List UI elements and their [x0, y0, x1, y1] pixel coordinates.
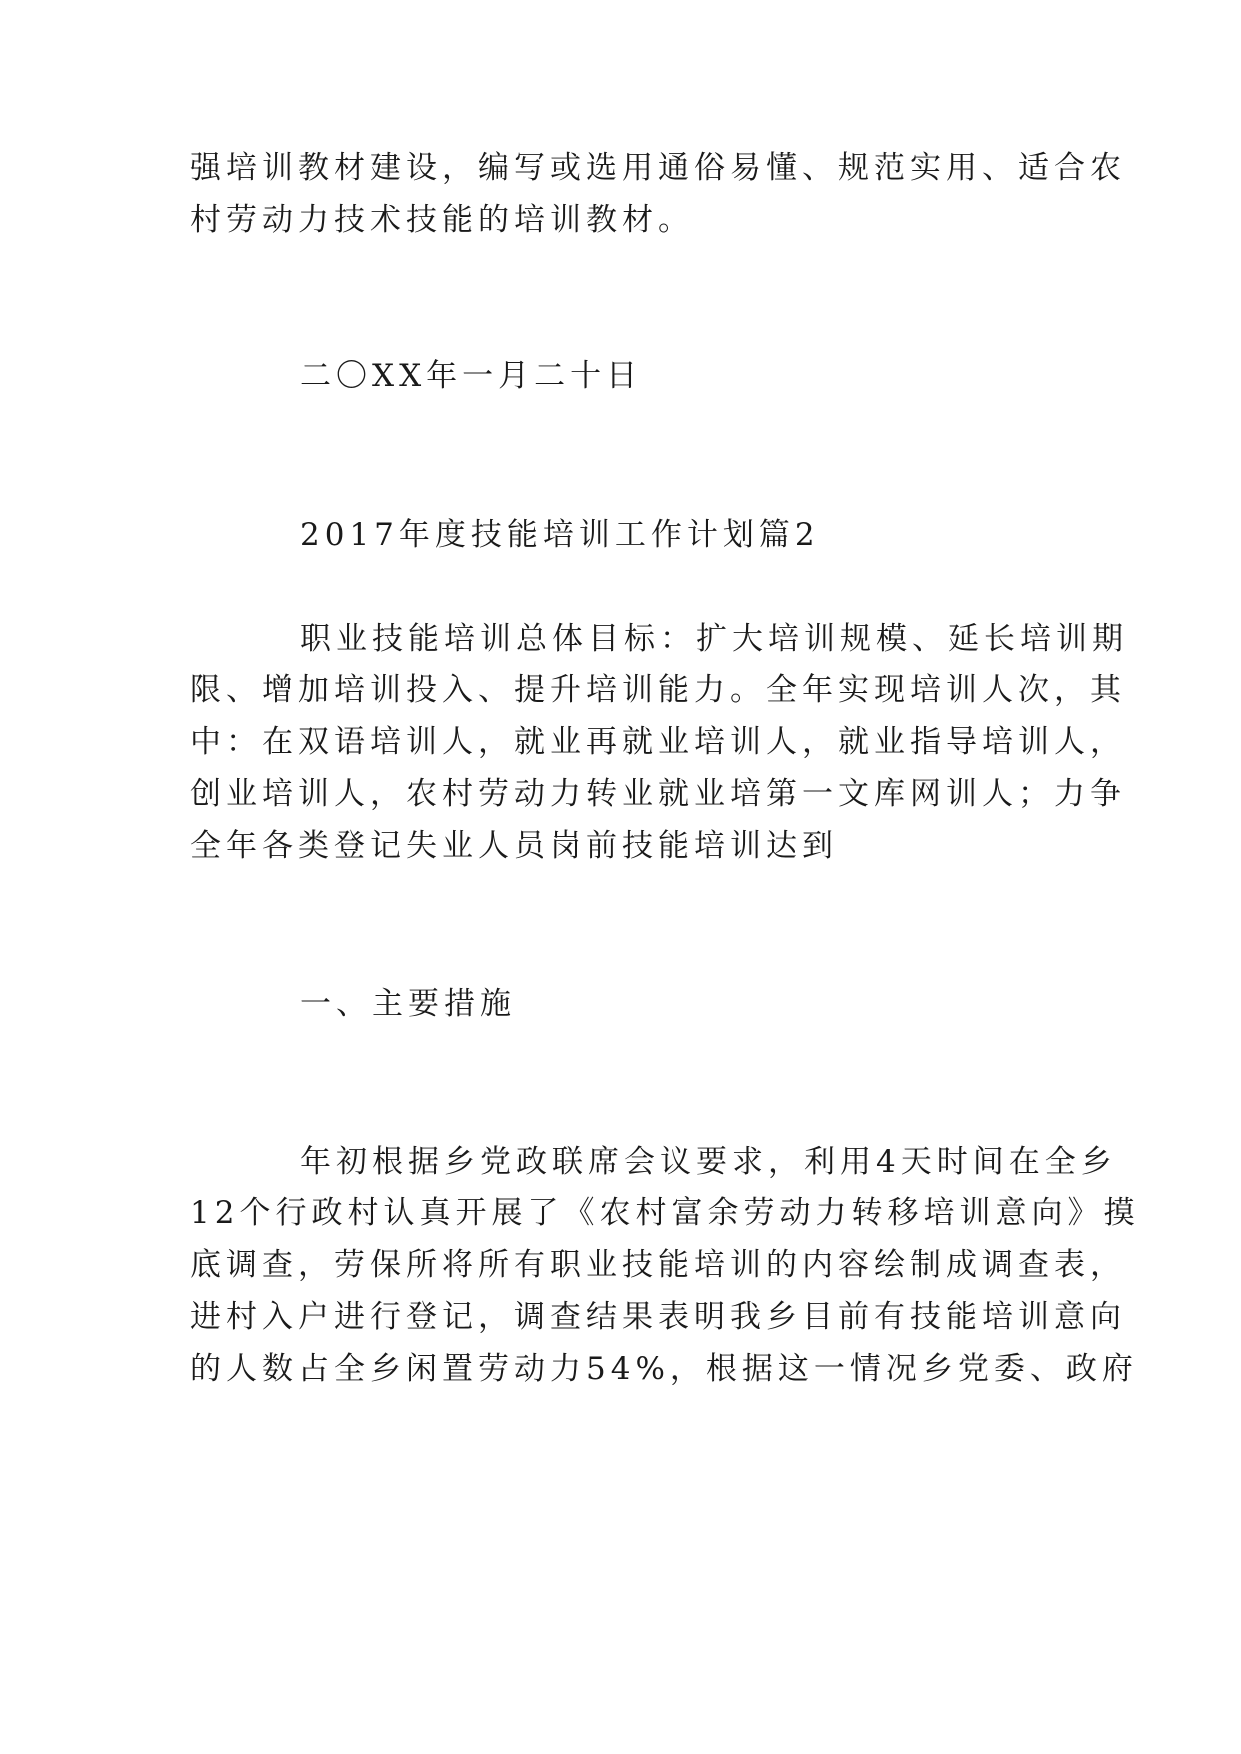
paragraph-line: 村劳动力技术技能的培训教材。 — [190, 202, 694, 238]
paragraph-line: 强培训教材建设，编写或选用通俗易懂、规范实用、适合农 — [190, 150, 1126, 186]
section-title: 2017年度技能培训工作计划篇2 — [300, 517, 820, 553]
paragraph-line: 进村入户进行登记，调查结果表明我乡目前有技能培训意向 — [190, 1299, 1126, 1335]
document-date: 二〇XX年一月二十日 — [300, 358, 643, 394]
paragraph-line: 全年各类登记失业人员岗前技能培训达到 — [190, 828, 838, 864]
section-heading: 一、主要措施 — [300, 986, 516, 1022]
paragraph-line: 12个行政村认真开展了《农村富余劳动力转移培训意向》摸 — [190, 1195, 1140, 1231]
paragraph-line: 职业技能培训总体目标：扩大培训规模、延长培训期 — [300, 621, 1128, 657]
paragraph-line: 底调查，劳保所将所有职业技能培训的内容绘制成调查表， — [190, 1247, 1126, 1283]
paragraph-line: 中：在双语培训人，就业再就业培训人，就业指导培训人， — [190, 724, 1126, 760]
paragraph-line: 创业培训人，农村劳动力转业就业培第一文库网训人；力争 — [190, 776, 1126, 812]
paragraph-line: 限、增加培训投入、提升培训能力。全年实现培训人次，其 — [190, 672, 1126, 708]
paragraph-line: 的人数占全乡闲置劳动力54%，根据这一情况乡党委、政府 — [190, 1351, 1138, 1387]
paragraph-line: 年初根据乡党政联席会议要求，利用4天时间在全乡 — [300, 1144, 1117, 1180]
